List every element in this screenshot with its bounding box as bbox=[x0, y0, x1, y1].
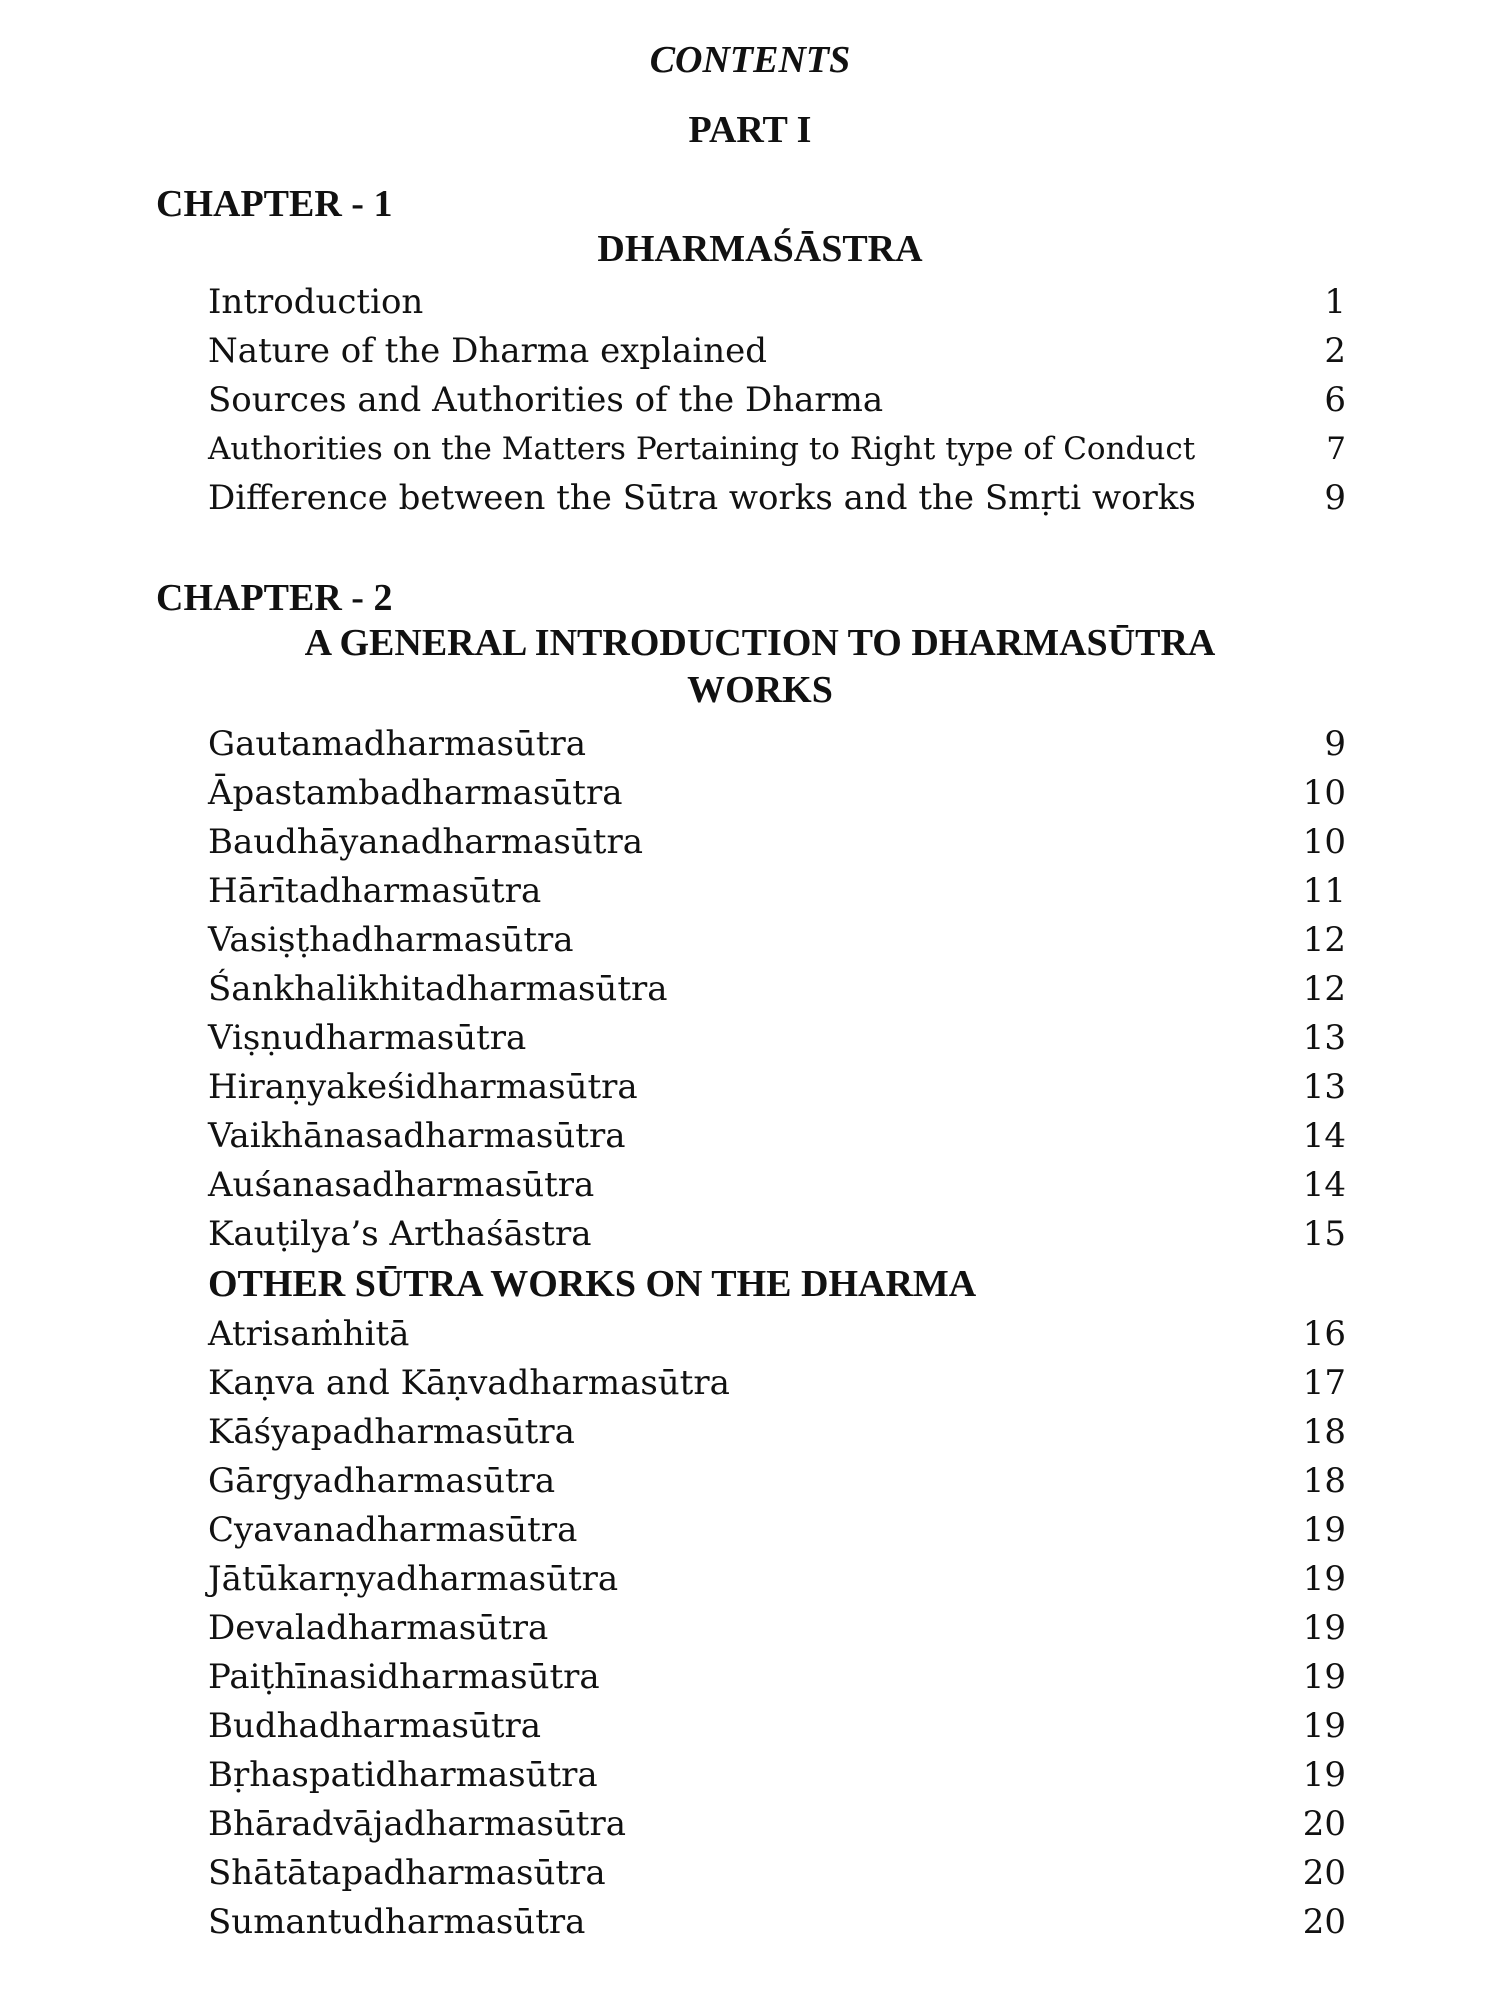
toc-entry-page-number: 11 bbox=[1302, 871, 1346, 911]
toc-entry bbox=[208, 1653, 1346, 1702]
toc-entry bbox=[208, 1063, 1346, 1112]
toc-entry-page-number: 19 bbox=[1302, 1657, 1346, 1697]
toc-entry-page-number: 13 bbox=[1302, 1018, 1346, 1058]
toc-entry-title: Introduction bbox=[208, 282, 424, 322]
toc-entry-page-number: 18 bbox=[1302, 1461, 1346, 1501]
toc-entry-page-number: 10 bbox=[1302, 773, 1346, 813]
contents-title: CONTENTS bbox=[649, 39, 851, 81]
toc-entry bbox=[208, 1751, 1346, 1800]
toc-entry-title: Bṛhaspatidharmasūtra bbox=[208, 1755, 598, 1795]
toc-entry-title: Devaladharmasūtra bbox=[208, 1608, 549, 1648]
toc-entry-page-number: 12 bbox=[1302, 969, 1346, 1009]
toc-entry-title: Authorities on the Matters Pertaining to Right type of Conduct bbox=[208, 431, 1196, 467]
toc-entry bbox=[208, 1506, 1346, 1555]
toc-entry-page-number: 20 bbox=[1302, 1853, 1346, 1893]
toc-entry-title: Bhāradvājadharmasūtra bbox=[208, 1804, 626, 1844]
toc-entry-page-number: 17 bbox=[1302, 1363, 1346, 1403]
toc-entry bbox=[208, 867, 1346, 916]
toc-entry-page-number: 14 bbox=[1302, 1165, 1346, 1205]
toc-entry-page-number: 6 bbox=[1324, 380, 1346, 420]
toc-entry bbox=[208, 474, 1346, 523]
toc-entry-title: Śankhalikhitadharmasūtra bbox=[208, 969, 668, 1009]
chapter-2-heading-line1: A GENERAL INTRODUCTION TO DHARMASŪTRA bbox=[304, 622, 1216, 664]
toc-entry-page-number: 1 bbox=[1324, 282, 1346, 322]
chapter-1-heading: DHARMAŚĀSTRA bbox=[597, 228, 923, 270]
toc-entry-title: Gārgyadharmasūtra bbox=[208, 1461, 556, 1501]
toc-entry bbox=[208, 1555, 1346, 1604]
toc-entry bbox=[208, 965, 1346, 1014]
toc-entry bbox=[208, 720, 1346, 769]
toc-entry-title: Auśanasadharmasūtra bbox=[208, 1165, 595, 1205]
toc-entry-page-number: 19 bbox=[1302, 1755, 1346, 1795]
toc-entry-page-number: 19 bbox=[1302, 1608, 1346, 1648]
toc-entry-title: Viṣṇudharmasūtra bbox=[208, 1018, 527, 1058]
toc-entry-title: Kauṭilya’s Arthaśāstra bbox=[208, 1214, 592, 1254]
toc-entry-title: Vaikhānasadharmasūtra bbox=[208, 1116, 626, 1156]
toc-entry bbox=[208, 1604, 1346, 1653]
toc-entry bbox=[208, 1457, 1346, 1506]
toc-entry-title: Shātātapadharmasūtra bbox=[208, 1853, 606, 1893]
toc-entry-title: Nature of the Dharma explained bbox=[208, 331, 767, 371]
other-sutra-entries bbox=[208, 1310, 1346, 1947]
chapter-2-label: CHAPTER - 2 bbox=[156, 577, 393, 619]
toc-entry bbox=[208, 425, 1346, 474]
toc-entry bbox=[208, 376, 1346, 425]
toc-entry bbox=[208, 1849, 1346, 1898]
toc-entry-title: Gautamadharmasūtra bbox=[208, 724, 587, 764]
toc-entry bbox=[208, 1112, 1346, 1161]
toc-entry-title: Kāśyapadharmasūtra bbox=[208, 1412, 575, 1452]
toc-entry bbox=[208, 1310, 1346, 1359]
toc-entry bbox=[208, 278, 1346, 327]
toc-entry-title: Difference between the Sūtra works and the Smṛti works bbox=[208, 478, 1196, 518]
toc-entry-title: Jātūkarṇyadharmasūtra bbox=[208, 1559, 619, 1599]
toc-entry-title: Hiraṇyakeśidharmasūtra bbox=[208, 1067, 638, 1107]
toc-entry-title: Atrisaṁhitā bbox=[208, 1314, 410, 1354]
toc-entry-page-number: 19 bbox=[1302, 1510, 1346, 1550]
toc-entry bbox=[208, 1898, 1346, 1947]
toc-entry-title: Baudhāyanadharmasūtra bbox=[208, 822, 643, 862]
toc-entry-title: Vasiṣṭhadharmasūtra bbox=[208, 920, 574, 960]
toc-entry-title: Kaṇva and Kāṇvadharmasūtra bbox=[208, 1363, 730, 1403]
toc-entry-page-number: 18 bbox=[1302, 1412, 1346, 1452]
toc-entry-page-number: 19 bbox=[1302, 1559, 1346, 1599]
toc-entry bbox=[208, 916, 1346, 965]
toc-entry-title: Āpastambadharmasūtra bbox=[208, 773, 623, 813]
toc-entry bbox=[208, 1800, 1346, 1849]
toc-entry bbox=[208, 1702, 1346, 1751]
toc-entry bbox=[208, 1161, 1346, 1210]
toc-entry-page-number: 20 bbox=[1302, 1902, 1346, 1942]
toc-entry-title: Paiṭhīnasidharmasūtra bbox=[208, 1657, 600, 1697]
toc-entry-page-number: 13 bbox=[1302, 1067, 1346, 1107]
toc-entry-page-number: 12 bbox=[1302, 920, 1346, 960]
other-sutra-heading: OTHER SŪTRA WORKS ON THE DHARMA bbox=[208, 1263, 977, 1305]
toc-entry-page-number: 7 bbox=[1326, 431, 1346, 467]
toc-entry bbox=[208, 1359, 1346, 1408]
toc-entry-title: Cyavanadharmasūtra bbox=[208, 1510, 578, 1550]
toc-entry-page-number: 20 bbox=[1302, 1804, 1346, 1844]
toc-entry bbox=[208, 327, 1346, 376]
toc-entry-page-number: 9 bbox=[1324, 724, 1346, 764]
toc-entry-page-number: 19 bbox=[1302, 1706, 1346, 1746]
toc-entry-page-number: 14 bbox=[1302, 1116, 1346, 1156]
chapter-1-label: CHAPTER - 1 bbox=[156, 183, 393, 225]
toc-entry-title: Sumantudharmasūtra bbox=[208, 1902, 586, 1942]
toc-entry bbox=[208, 1014, 1346, 1063]
toc-entry bbox=[208, 818, 1346, 867]
chapter-1-entries bbox=[208, 278, 1346, 523]
toc-entry bbox=[208, 769, 1346, 818]
chapter-2-heading-line2: WORKS bbox=[687, 669, 833, 711]
toc-entry-title: Budhadharmasūtra bbox=[208, 1706, 542, 1746]
part-title: PART I bbox=[688, 109, 812, 151]
toc-entry-title: Sources and Authorities of the Dharma bbox=[208, 380, 884, 420]
toc-entry-page-number: 9 bbox=[1324, 478, 1346, 518]
toc-entry bbox=[208, 1408, 1346, 1457]
chapter-2-entries bbox=[208, 720, 1346, 1259]
toc-entry-title: Hārītadharmasūtra bbox=[208, 871, 542, 911]
toc-entry-page-number: 16 bbox=[1302, 1314, 1346, 1354]
toc-entry bbox=[208, 1210, 1346, 1259]
toc-entry-page-number: 15 bbox=[1302, 1214, 1346, 1254]
toc-entry-page-number: 10 bbox=[1302, 822, 1346, 862]
toc-entry-page-number: 2 bbox=[1324, 331, 1346, 371]
